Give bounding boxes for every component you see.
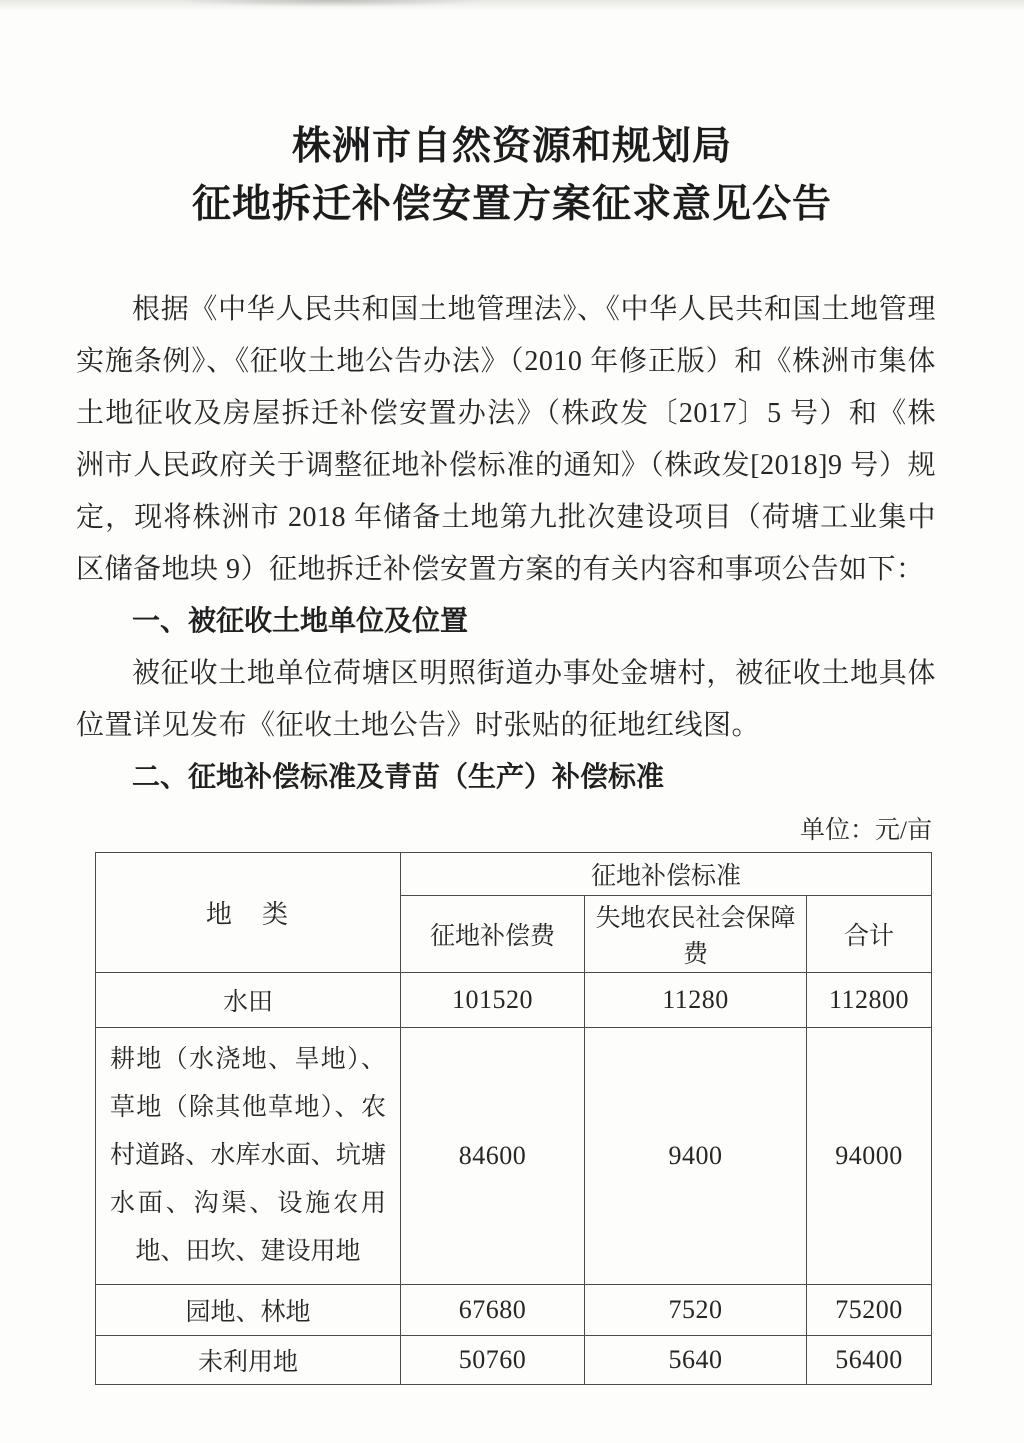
section1-paragraph: 被征收土地单位荷塘区明照街道办事处金塘村，被征收土地具体位置详见发布《征收土地公告》时张贴的征地红线图。 <box>76 658 936 741</box>
total-cell: 112800 <box>807 973 932 1028</box>
land-type-cell: 耕地（水浇地、旱地）、草地（除其他草地）、农村道路、水库水面、坑塘水面、沟渠、设施农用地、田坎、建设用地 <box>96 1028 401 1285</box>
total-cell: 56400 <box>807 1336 932 1385</box>
section1-heading: 一、被征收土地单位及位置 <box>132 606 469 637</box>
compensation-cell: 101520 <box>401 973 585 1028</box>
social-security-cell: 5640 <box>585 1336 807 1385</box>
social-security-cell: 9400 <box>585 1028 807 1285</box>
land-type-cell: 园地、林地 <box>96 1285 401 1336</box>
compensation-cell: 84600 <box>401 1028 585 1285</box>
compensation-table <box>95 852 932 1385</box>
column-header-compensation-standard: 征地补偿标准 <box>401 853 932 896</box>
document-body <box>0 284 1024 1385</box>
document-title <box>0 0 1024 234</box>
document-title-line2: 征地拆迁补偿安置方案征求意见公告 <box>191 183 832 226</box>
land-type-cell: 未利用地 <box>96 1336 401 1385</box>
compensation-cell: 67680 <box>401 1285 585 1336</box>
table-row <box>96 973 932 1028</box>
total-cell: 94000 <box>807 1028 932 1285</box>
social-security-cell: 11280 <box>585 973 807 1028</box>
table-header-group-row <box>96 853 932 896</box>
land-type-cell: 水田 <box>96 973 401 1028</box>
section2-heading: 二、征地补偿标准及青苗（生产）补偿标准 <box>132 762 665 793</box>
table-row <box>96 1028 932 1285</box>
table-row <box>96 1336 932 1385</box>
column-header-total: 合计 <box>807 896 932 973</box>
column-header-land-compensation-fee: 征地补偿费 <box>401 896 585 973</box>
column-header-social-security-fee: 失地农民社会保障费 <box>585 896 807 973</box>
compensation-cell: 50760 <box>401 1336 585 1385</box>
intro-paragraph: 根据《中华人民共和国土地管理法》、《中华人民共和国土地管理实施条例》、《征收土地公告办法》（2010 年修正版）和《株洲市集体土地征收及房屋拆迁补偿安置办法》（株政发〔2017〕5 号）和《株洲市人民政府关于调整征地补偿标准的通知》（株政发[2018]9 号）规定，现将株洲市 2018 年储备土地第九批次建设项目（荷塘工业集中区储备地块 9）征地拆迁补偿安置方案的有关内容和事项公告如下： <box>76 294 936 585</box>
table-unit-label: 单位：元/亩 <box>800 817 932 844</box>
document-title-line1: 株洲市自然资源和规划局 <box>291 125 732 168</box>
column-header-land-type: 地 类 <box>96 853 401 973</box>
total-cell: 75200 <box>807 1285 932 1336</box>
table-row <box>96 1285 932 1336</box>
social-security-cell: 7520 <box>585 1285 807 1336</box>
